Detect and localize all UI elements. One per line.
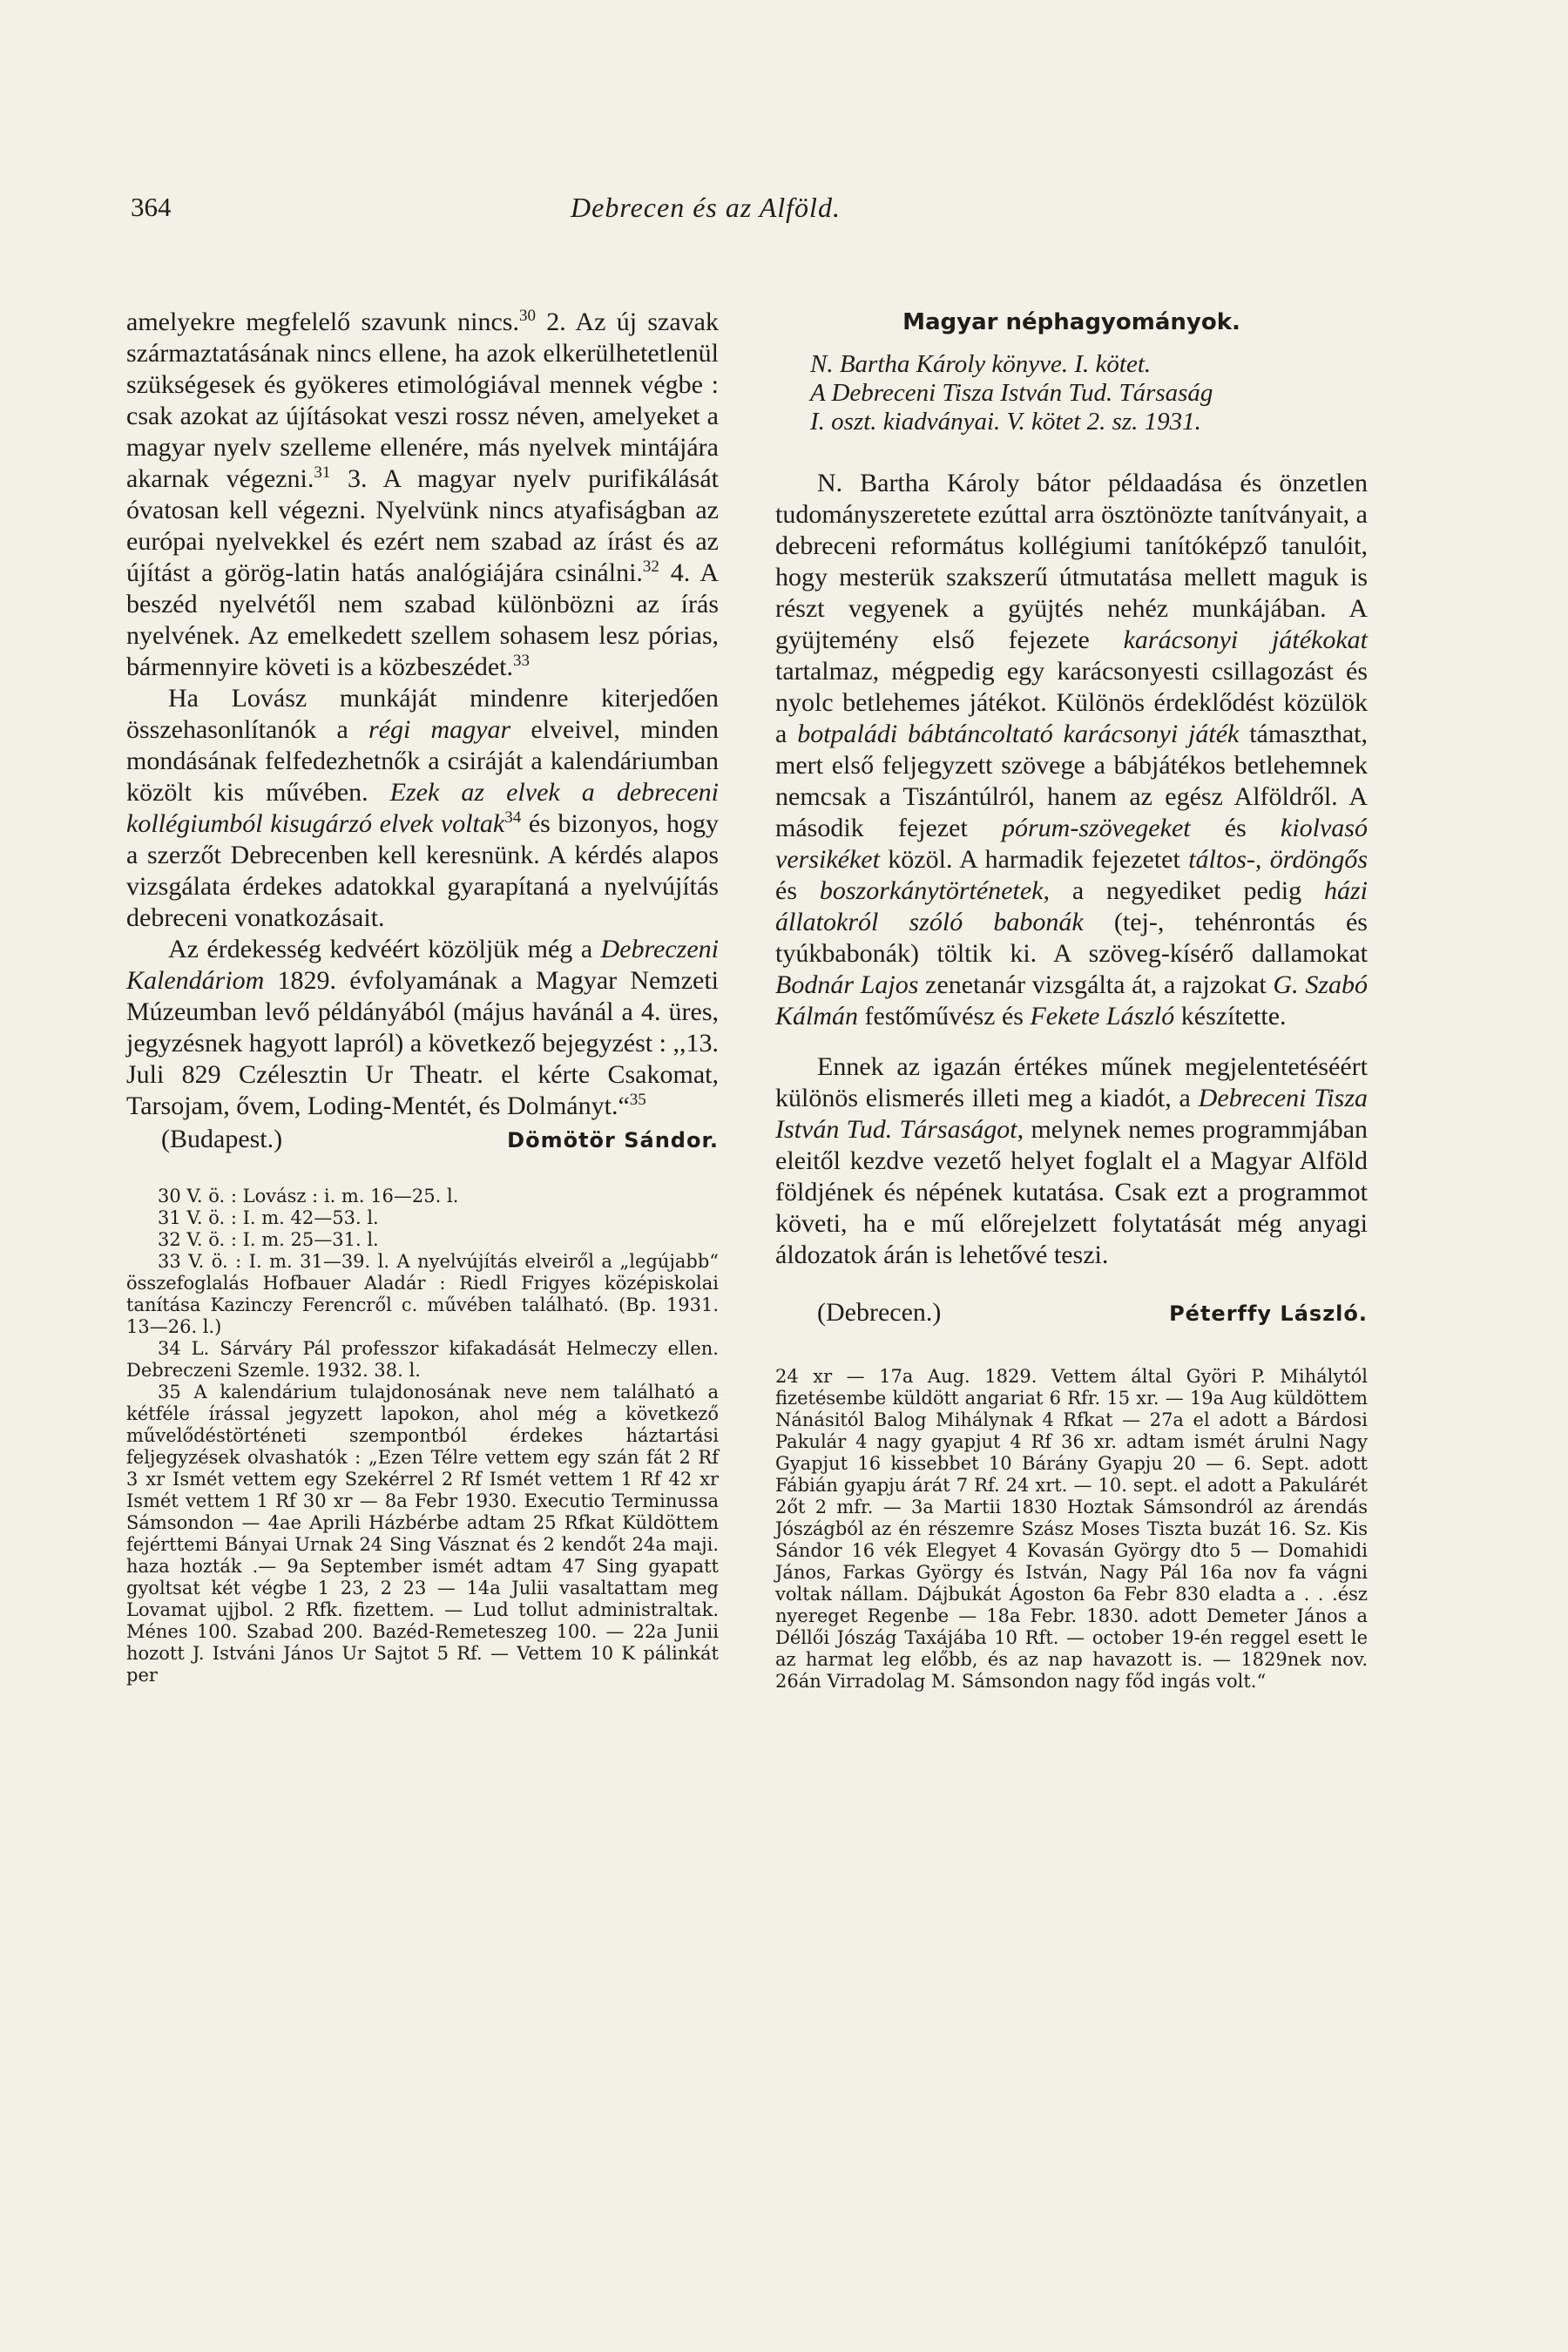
footnote-continuation — [775, 1366, 1368, 1693]
paragraph: Az érdekesség kedvéért közöljük még a Debreczeni Kalendáriom 1829. évfolyamának a Magyar Nemzeti Múzeumban levő példányából (május havánál a 4. üres, jegyzésnek hagyott lapról) a következő bejegyzést : ,,13. Juli 829 Czélesztin Ur Theatr. el kérte Csakomat, Tarsojam, ővem, Loding-Mentét, és Dolmányt.“$^{35}$ — [126, 935, 719, 1120]
right-column — [775, 307, 1368, 1693]
footnote: 30 V. ö. : Lovász : i. m. 16—25. l. — [158, 1186, 459, 1206]
review-bibliography — [775, 350, 1368, 436]
footnote: 32 V. ö. : I. m. 25—31. l. — [158, 1229, 379, 1250]
signature-name: Péterffy László. — [1169, 1301, 1368, 1326]
paragraph: N. Bartha Károly bátor példaadása és önzetlen tudományszeretete ezúttal arra ösztönözte tanítványait, a debreceni református kollégiumi tanítóképző tanulóit, hogy mesterük szakszerű útmutatása mellett maguk is részt vegyenek a gyüjtés nehéz munkájában. A gyüjtemény első fejezete karácsonyi játékokat tartalmaz, mégpedig egy karácsonyesti csillagozást és nyolc betlehemes játékot. Különös érdeklődést közülök a botpaládi bábtáncoltató karácsonyi játék támaszthat, mert első feljegyzett szövege a bábjátékos betlehemnek nemcsak a Tiszántúlról, hanem az egész Alföldről. A második fejezet pórum-szövegeket és kiolvasó versikéket közöl. A harmadik fejezetet táltos-, ördöngős és boszorkánytörténetek, a negyediket pedig házi állatokról szóló babonák (tej-, tehénrontás és tyúkbabonák) töltik ki. A szöveg-kísérő dallamokat Bodnár Lajos zenetanár vizsgálta át, a rajzokat G. Szabó Kálmán festőművész és Fekete László készítette. — [775, 469, 1369, 1031]
footnote: 34 L. Sárváry Pál professzor kifakadását Helmeczy ellen. Debreczeni Szemle. 1932. 38. l. — [126, 1338, 719, 1381]
bibliography-line: I. oszt. kiadványai. V. kötet 2. sz. 1931. — [810, 408, 1201, 436]
left-column — [126, 307, 719, 1686]
page-number: 364 — [131, 192, 172, 222]
review-title: Magyar néphagyományok. — [902, 309, 1240, 335]
footnote: 33 V. ö. : I. m. 31—39. l. A nyelvújítás elveiről a „legújabb“ összefoglalás Hofbauer Aladár : Riedl Frigyes középiskolai tanítása Kazinczy Ferencről c. művében található. (Bp. 1931. 13—26. l.) — [126, 1251, 719, 1337]
footnote-ref: 34 — [504, 808, 522, 827]
bibliography-line: A Debreceni Tisza István Tud. Társaság — [810, 379, 1213, 407]
footnote-ref: 32 — [642, 558, 659, 576]
signature-place: (Budapest.) — [161, 1125, 283, 1153]
left-body — [126, 307, 719, 1122]
review-body — [775, 468, 1368, 1271]
bibliography-line: N. Bartha Károly könyve. I. kötet. — [810, 350, 1152, 378]
signature-name: Dömötör Sándor. — [507, 1128, 719, 1152]
footnote: 35 A kalendárium tulajdonosának neve nem található a kétféle írással jegyzett lapokon, ahol még a következő művelődéstörténeti szempontból érdekes háztartási feljegyzések olvashatók : „Ezen Télre vettem egy szán fát 2 Rf 3 xr Ismét vettem egy Szekérrel 2 Rf Ismét vettem 1 Rf 42 xr Ismét vettem 1 Rf 30 xr — 8a Febr 1930. Executio Terminussa Sámsondon — 4ae Aprili Házbérbe adtam 25 Rfkat Küldöttem fejérttemi Bányai Urnak 24 Sing Vásznat és 2 kendőt 24a maji. haza hozták .— 9a September ismét adtam 47 Sing gyapatt gyoltsat két végbe 1 23, 2 23 — 14a Julii vasaltattam meg Lovamat ujjbol. 2 Rfk. fizettem. — Lud tollut administraltak. Ménes 100. Szabad 200. Bazéd-Remeteszeg 100. — 22a Junii hozott J. Istváni János Ur Sajtot 5 Rf. — Vettem 10 K pálinkát per — [126, 1382, 719, 1686]
footnote-ref: 35 — [629, 1091, 646, 1109]
reviewer-signature — [775, 1297, 1368, 1329]
footnotes — [126, 1186, 719, 1686]
paragraph: amelyekre megfelelő szavunk nincs.$^{30}$ 2. Az új szavak származtatásának nincs ellene, ha azok elkerülhetetlenül szükségesek és gyökeres etimológiával mennek végbe : csak azokat az újításokat veszi rossz néven, amelyeket a magyar nyelv szelleme ellenére, más nyelvek mintájára akarnak végezni.$^{31}$ 3. A magyar nyelv purifikálását óvatosan kell végezni. Nyelvünk nincs atyafiságban az európai nyelvekkel és ezért nem szabad az írást és az újítást a görög-latin hatás analógiájára csinálni.$^{32}$ 4. A beszéd nyelvétől nem szabad különbözni az írás nyelvének. Az emelkedett szellem sohasem lesz pórias, bármennyire követi is a közbeszédet.$^{33}$ — [126, 307, 720, 681]
footnote-ref: 31 — [314, 463, 331, 482]
paragraph: Ha Lovász munkáját mindenre kiterjedően összehasonlítanók a régi magyar elveivel, minden mondásának felfedezhetnők a csiráját a kalendáriumban közölt kis művében. Ezek az elvek a debreceni kollégiumból kisugárzó elvek voltak$^{34}$ és bizonyos, hogy a szerzőt Debrecenben kell keresnünk. A kérdés alapos vizsgálata érdekes adatokkal gyarapítaná a nyelvújítás debreceni vonatkozásait. — [126, 684, 720, 932]
paragraph: Ennek az igazán értékes műnek megjelentetéséért különös elismerés illeti meg a kiadót, a Debreceni Tisza István Tud. Társaságot, melynek nemes programmjában eleitől kezdve vezető helyet foglalt el a Magyar Alföld földjének és népének kutatása. Csak ezt a programmot követi, ha e mű előrejelzett folytatását még anyagi áldozatok árán is lehetővé teszi. — [775, 1052, 1369, 1269]
footnote-ref: 33 — [513, 652, 530, 670]
running-title: Debrecen és az Alföld. — [571, 192, 841, 223]
footnote-ref: 30 — [518, 307, 536, 325]
footnote: 24 xr — 17a Aug. 1829. Vettem által Györi P. Mihálytól fizetésembe küldött angariat 6 Rfr. 15 xr. — 19a Aug küldöttem Nánásitól Balog Mihálynak 4 Rfkat — 27a el adott a Bárdosi Pakulár 4 nagy gyapjut 4 Rf 36 xr. adtam ismét árulni Nagy Gyapjut 16 kissebbet 10 Bárány Gyapju 20 — 6. Sept. adott Fábián gyapju árát 7 Rf. 24 xrt. — 10. sept. el adott a Pakulárét 2őt 2 mfr. — 3a Martii 1830 Hoztak Sámsondról az árendás Jószágból az én részemre Szász Moses Tiszta buzát 16. Sz. Kis Sándor 16 vék Elegyet 4 Kovasán György dto 5 — Domahidi János, Farkas György és István, Nagy Pál 16a nov fa vágni voltak nállam. Dájbukát Ágoston 6a Febr 830 eladta a . . .ész nyereget Regenbe — 18a Febr. 1830. adott Demeter János a Déllői Jószág Taxájába 10 Rft. — october 19-én reggel esett le az harmat leg előbb, és az nap havazott is. — 1829nek nov. 26án Virradolag M. Sámsondon nagy főd ingás volt.“ — [775, 1366, 1368, 1692]
signature-place: (Debrecen.) — [817, 1298, 942, 1327]
author-signature — [126, 1124, 719, 1156]
footnote: 31 V. ö. : I. m. 42—53. l. — [158, 1207, 379, 1228]
